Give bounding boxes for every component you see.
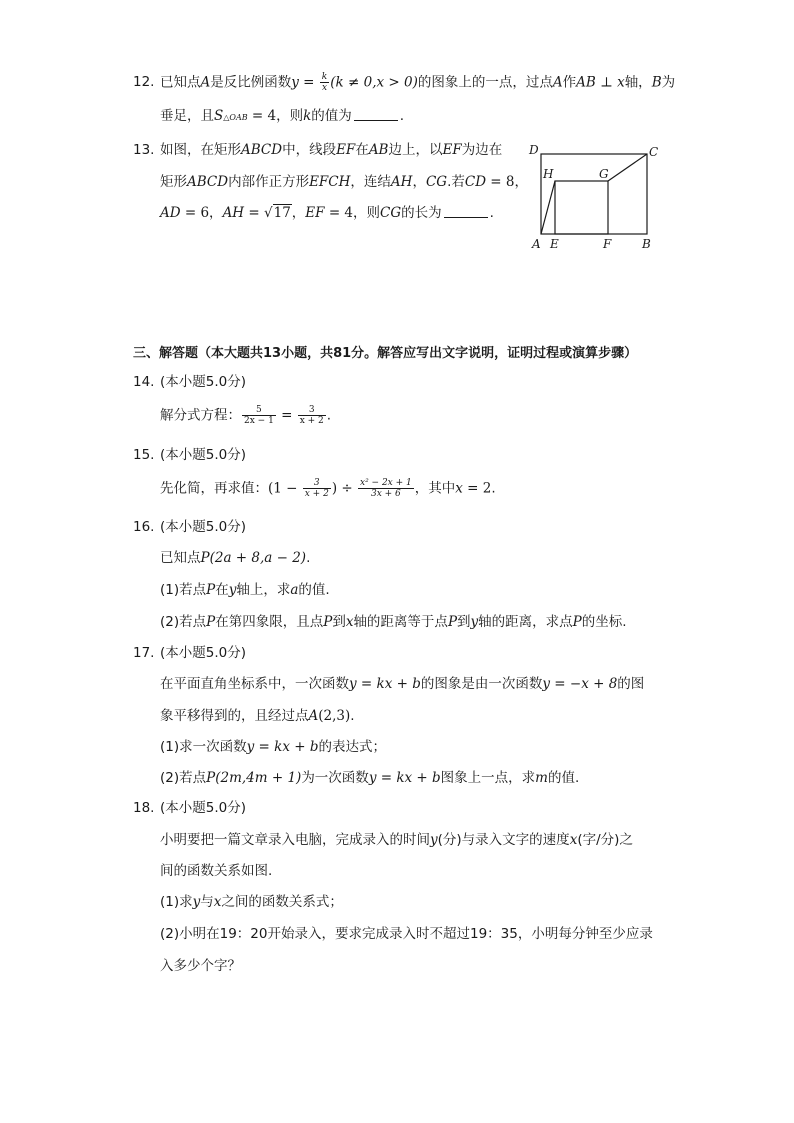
q14-eq: =	[276, 407, 297, 424]
q13-val-CD: = 8	[486, 174, 515, 190]
q13-t9: ，	[412, 174, 426, 190]
label-D: D	[529, 143, 539, 157]
q17-t6: (1)求一次函数	[160, 739, 247, 755]
q13-figure	[528, 140, 662, 252]
q15-score: (本小题5.0分)	[160, 447, 247, 463]
q12-var-S: S	[214, 108, 224, 124]
q12-text-1	[160, 72, 675, 93]
q16-t12: 轴的距离，求点	[478, 614, 573, 630]
q15-end: .	[491, 480, 496, 497]
q15-frac1-den: x + 2	[304, 489, 329, 499]
q17-text-3	[160, 737, 386, 757]
q17-number: 17.	[133, 645, 155, 661]
q17-t5: .	[350, 708, 355, 724]
q13-text-1	[160, 140, 502, 160]
q16-var-y: y	[228, 582, 237, 598]
q13-var-CD: CD	[464, 174, 487, 190]
q16-var-y2: y	[470, 614, 479, 630]
q13-var-EFCH: EFCH	[309, 174, 351, 190]
q17-t9: 为一次函数	[301, 770, 369, 786]
q13-text-3	[160, 203, 494, 223]
q17-coords: (2,3)	[318, 708, 351, 724]
q14-frac2-den: x + 2	[299, 416, 324, 426]
q16-var-P3: P	[323, 614, 333, 630]
q13-val-AD: = 6，	[180, 205, 223, 221]
q13-var-AH2: AH	[222, 205, 245, 221]
q13-t4: 边上，以	[388, 142, 443, 158]
q16-t3: (1)若点	[160, 582, 207, 598]
q12-frac-num: k	[321, 72, 328, 82]
q17-t10: 图象上一点，求	[440, 770, 536, 786]
q13-number: 13.	[133, 142, 155, 158]
q12-var-AB: AB	[576, 74, 596, 91]
q15-frac2-den: 3x + 6	[370, 489, 401, 499]
q16-var-P5: P	[572, 614, 582, 630]
q15-number: 15.	[133, 447, 155, 463]
q12-text-2	[160, 106, 404, 128]
q16-number: 16.	[133, 519, 155, 535]
q12-t1: 已知点	[160, 74, 201, 91]
q12-t3: 的图象上的一点，过点	[417, 74, 553, 91]
q18-t4: (1)求	[160, 894, 193, 910]
q14-number: 14.	[133, 374, 155, 390]
q12-t4: 作	[562, 74, 577, 91]
q16-t1: 已知点	[160, 550, 201, 566]
q13-t6: 矩形	[160, 174, 187, 190]
q16-t8: 在第四象限，且点	[215, 614, 324, 630]
q13-sqrt-value: 17	[273, 205, 291, 221]
q16-t9: 到	[332, 614, 346, 630]
q13-var-AB: AB	[368, 142, 389, 158]
q14-frac1-den: 2x − 1	[244, 416, 274, 426]
label-F: F	[603, 237, 612, 251]
q17-t8: (2)若点	[160, 770, 207, 786]
q13-t12: ，	[291, 205, 306, 221]
q14-frac2-num: 3	[298, 405, 326, 416]
q17-var-m: m	[535, 770, 548, 786]
segment-GC	[608, 154, 647, 181]
q12-fraction	[320, 72, 329, 93]
q16-t11: 到	[457, 614, 471, 630]
q12-subscript: △OAB	[223, 113, 248, 122]
q14-frac1-num: 5	[242, 405, 276, 416]
q18-t1: 小明要把一篇文章录入电脑，完成录入的时间	[160, 832, 430, 848]
q13-end: .	[489, 205, 494, 221]
q13-answer-blank	[444, 205, 488, 218]
q12-var-k: k	[303, 108, 312, 124]
q18-t5: 与	[200, 894, 214, 910]
q16-text-2	[160, 580, 330, 600]
q13-var-ABCD2: ABCD	[187, 174, 229, 190]
q16-t2: .	[306, 550, 311, 566]
q17-t1: 在平面直角坐标系中，一次函数	[160, 676, 349, 692]
q13-t10: .若	[447, 174, 465, 190]
q12-frac-den: x	[321, 83, 328, 93]
q13-t5: 为边在	[461, 142, 503, 158]
q12-t9: 的值为	[311, 108, 352, 124]
q13-var-EF3: EF	[305, 205, 325, 221]
q16-t4: 在	[215, 582, 229, 598]
q12-t6: 为	[661, 74, 676, 91]
q13-t3: 在	[355, 142, 369, 158]
q16-t6: 的值.	[298, 582, 330, 598]
q13-eq: =	[244, 205, 264, 221]
q18-score: (本小题5.0分)	[160, 800, 247, 816]
q12-t2: 是反比例函数	[210, 74, 292, 91]
q13-sqrt: √17	[264, 205, 291, 221]
q13-var-CG2: CG	[380, 205, 402, 221]
q18-t2: (分)与录入文字的速度	[437, 832, 570, 848]
q18-text-1	[160, 830, 633, 850]
q18-t3: (字/分)之	[577, 832, 633, 848]
q12-eq: =	[298, 74, 319, 91]
section-heading: 三、解答题（本大题共13小题，共81分。解答应写出文字说明，证明过程或演算步骤）	[133, 346, 638, 361]
q12-var-y: y	[291, 74, 299, 91]
q14-end: .	[326, 407, 332, 424]
q13-t2: 中，线段	[282, 142, 337, 158]
q13-val-EF: = 4，则	[324, 205, 381, 221]
q14-t1: 解分式方程：	[160, 407, 241, 424]
q13-text-2	[160, 172, 528, 192]
q17-t11: 的值.	[547, 770, 580, 786]
label-G: G	[599, 167, 609, 181]
q17-t7: 的表达式；	[318, 739, 386, 755]
q16-text-1	[160, 548, 310, 568]
q18-text-3	[160, 892, 343, 912]
q17-t4: 象平移得到的，且经过点	[160, 708, 309, 724]
label-C: C	[649, 145, 659, 159]
q13-var-EF2: EF	[442, 142, 462, 158]
q15-frac-1	[303, 478, 331, 499]
q12-var-A2: A	[552, 74, 563, 91]
q13-var-EF: EF	[336, 142, 356, 158]
q16-var-P4: P	[447, 614, 458, 630]
q17-score: (本小题5.0分)	[160, 645, 247, 661]
q16-t13: 的坐标.	[581, 614, 627, 630]
q13-t1: 如图，在矩形	[160, 142, 241, 158]
q15-t2: ，其中	[414, 480, 456, 497]
q17-t3: 的图	[617, 676, 645, 692]
q15-frac-2	[358, 478, 414, 499]
label-H: H	[543, 167, 554, 181]
q14-text	[160, 405, 331, 426]
q17-point-P: P(2m,4m + 1)	[206, 770, 302, 786]
rect-ABCD	[541, 154, 647, 234]
q15-text	[160, 478, 496, 499]
q16-var-P: P	[206, 582, 216, 598]
q16-t10: 轴的距离等于点	[353, 614, 448, 630]
q16-var-a: a	[290, 582, 299, 598]
q15-t1: 先化简，再求值：	[160, 480, 268, 497]
q18-text-4: (2)小明在19：20开始录入，要求完成录入时不超过19：35，小明每分钟至少应录	[160, 926, 653, 942]
q13-var-AH: AH	[390, 174, 413, 190]
q12-perp: ⊥	[595, 74, 618, 91]
q12-t5: 轴，	[624, 74, 652, 91]
q17-func3: y = kx + b	[246, 739, 319, 755]
q18-var-y: y	[430, 832, 438, 848]
segment-AH	[541, 181, 555, 234]
q17-t2: 的图象是由一次函数	[420, 676, 543, 692]
q17-text-4	[160, 768, 579, 788]
q12-t8: ，则	[276, 108, 304, 124]
q16-point: P(2a + 8,a − 2)	[200, 550, 307, 566]
q14-frac-2	[298, 405, 326, 426]
label-E: E	[550, 237, 559, 251]
q16-var-x: x	[345, 614, 354, 630]
q16-t5: 轴上，求	[236, 582, 291, 598]
q14-score: (本小题5.0分)	[160, 374, 247, 390]
q12-value: = 4	[247, 108, 277, 124]
q12-number: 12.	[133, 74, 155, 90]
q12-var-x: x	[617, 74, 625, 91]
q18-var-y2: y	[192, 894, 201, 910]
q13-t11: ，	[514, 174, 528, 190]
q17-text-2	[160, 706, 355, 726]
q15-value: = 2	[462, 480, 492, 497]
q15-frac1-num: 3	[303, 478, 331, 489]
q13-var-CG: CG	[425, 174, 448, 190]
q13-t13: 的长为	[401, 205, 442, 221]
q15-var-x: x	[455, 480, 463, 497]
q12-var-A: A	[200, 74, 211, 91]
q13-t7: 内部作正方形	[228, 174, 310, 190]
label-B: B	[642, 237, 651, 251]
q18-var-x: x	[569, 832, 578, 848]
q17-func2: y = −x + 8	[542, 676, 618, 692]
q13-var-ABCD: ABCD	[241, 142, 283, 158]
q18-number: 18.	[133, 800, 155, 816]
q18-text-2: 间的函数关系如图.	[160, 863, 273, 879]
q13-t8: ，连结	[350, 174, 391, 190]
q17-text-1	[160, 674, 644, 694]
q17-func4: y = kx + b	[368, 770, 441, 786]
q12-condition: (k ≠ 0,x > 0)	[330, 74, 418, 91]
q16-var-P2: P	[206, 614, 216, 630]
q17-func1: y = kx + b	[349, 676, 421, 692]
q12-t7: 垂足，且	[160, 108, 214, 124]
q12-answer-blank	[354, 108, 398, 121]
q13-var-AD: AD	[160, 205, 181, 221]
label-A: A	[532, 237, 541, 251]
q12-end: .	[399, 108, 405, 124]
q15-open: (1 −	[268, 480, 302, 497]
square-EFGH	[555, 181, 608, 234]
q17-var-A: A	[308, 708, 319, 724]
q16-t7: (2)若点	[160, 614, 207, 630]
q18-var-x2: x	[213, 894, 222, 910]
q14-frac-1	[242, 405, 276, 426]
q12-var-B: B	[651, 74, 662, 91]
q16-text-3	[160, 612, 627, 632]
q15-frac2-num: x² − 2x + 1	[360, 478, 412, 488]
q15-close: ) ÷	[331, 480, 357, 497]
q18-text-5: 入多少个字？	[160, 958, 241, 974]
q16-score: (本小题5.0分)	[160, 519, 247, 535]
q18-t6: 之间的函数关系式；	[221, 894, 343, 910]
